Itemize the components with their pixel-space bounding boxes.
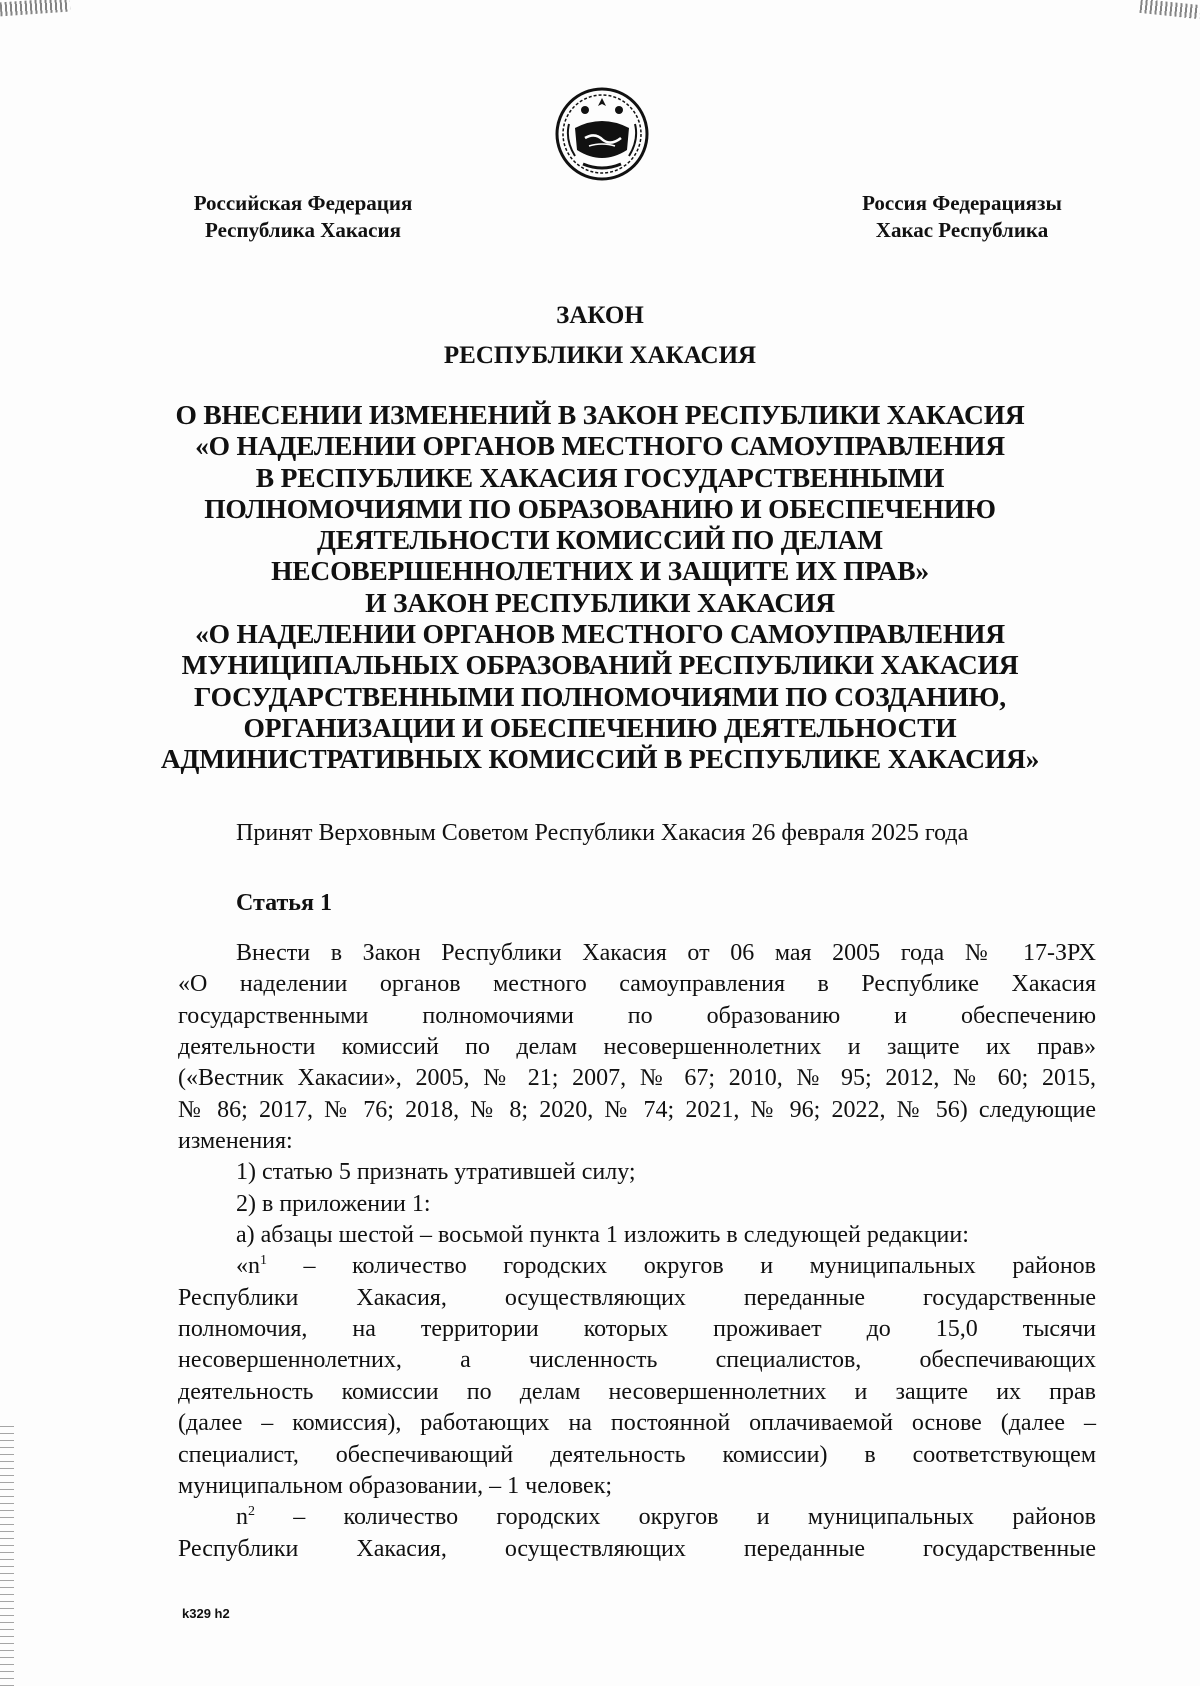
header-right-line2: Хакас Республика (875, 218, 1049, 242)
law-type (0, 296, 1200, 376)
body-line: «О наделении органов местного самоуправления в Республике Хакасия (178, 971, 1096, 998)
body-line: (далее – комиссия), работающих на постоянной оплачиваемой основе (далее – (178, 1410, 1096, 1437)
law-title-line: И ЗАКОН РЕСПУБЛИКИ ХАКАСИЯ (365, 586, 835, 618)
body-line: Республики Хакасия, осуществляющих переданные государственные (178, 1284, 1096, 1311)
law-title-line: О ВНЕСЕНИИ ИЗМЕНЕНИЙ В ЗАКОН РЕСПУБЛИКИ ХАКАСИЯ (175, 399, 1025, 430)
formula-variable: n (236, 1504, 248, 1531)
article-heading: Статья 1 (236, 890, 332, 916)
law-title-line: НЕСОВЕРШЕННОЛЕТНИХ И ЗАЩИТЕ ИХ ПРАВ» (271, 555, 929, 587)
law-title (150, 399, 1050, 775)
header-left-line1: Российская Федерация (193, 191, 413, 215)
scan-noise-left-edge (0, 1426, 14, 1686)
formula-definition: – количество городских округов и муниципальных районов (267, 1253, 1096, 1280)
body-line-formula-n1 (178, 1251, 1096, 1282)
law-title-line: В РЕСПУБЛИКЕ ХАКАСИЯ ГОСУДАРСТВЕННЫМИ (255, 461, 945, 493)
body-line: Внести в Закон Республики Хакасия от 06 мая 2005 года № 17-ЗРХ (236, 940, 1096, 966)
body-line: 1) статью 5 признать утратившей силу; (236, 1159, 636, 1186)
formula-definition: – количество городских округов и муниципальных районов (255, 1504, 1096, 1531)
body-line: муниципальном образовании, – 1 человек; (178, 1472, 613, 1499)
khakassia-coat-of-arms-icon (545, 84, 659, 184)
law-title-line: МУНИЦИПАЛЬНЫХ ОБРАЗОВАНИЙ РЕСПУБЛИКИ ХАКАСИЯ (181, 649, 1019, 681)
body-line: 2) в приложении 1: (236, 1190, 431, 1217)
body-line: специалист, обеспечивающий деятельность комиссии) в соответствующем (178, 1441, 1096, 1468)
law-title-line: ДЕЯТЕЛЬНОСТИ КОМИССИЙ ПО ДЕЛАМ (317, 524, 883, 556)
header-right-line1: Россия Федерациязы (862, 191, 1062, 215)
header-right-block (842, 190, 1082, 244)
law-type-line1: ЗАКОН (556, 302, 644, 329)
law-title-line: АДМИНИСТРАТИВНЫХ КОМИССИЙ В РЕСПУБЛИКЕ ХАКАСИЯ» (160, 743, 1040, 775)
header-left-line2: Республика Хакасия (205, 218, 401, 242)
formula-superscript: 2 (248, 1504, 255, 1520)
formula-variable: «n (236, 1253, 260, 1280)
law-title-line: ОРГАНИЗАЦИИ И ОБЕСПЕЧЕНИЮ ДЕЯТЕЛЬНОСТИ (243, 711, 957, 743)
body-line: («Вестник Хакасии», 2005, № 21; 2007, № 67; 2010, № 95; 2012, № 60; 2015, (178, 1065, 1096, 1092)
scan-noise-top-left (0, 0, 70, 16)
law-title-line: «О НАДЕЛЕНИИ ОРГАНОВ МЕСТНОГО САМОУПРАВЛЕНИЯ (195, 618, 1005, 650)
body-line-formula-n2 (178, 1502, 1096, 1533)
law-type-line2: РЕСПУБЛИКИ ХАКАСИЯ (443, 342, 757, 369)
scan-noise-top-right (1139, 0, 1200, 19)
law-title-line: «О НАДЕЛЕНИИ ОРГАНОВ МЕСТНОГО САМОУПРАВЛЕНИЯ (195, 430, 1005, 462)
law-title-line: ГОСУДАРСТВЕННЫМИ ПОЛНОМОЧИЯМИ ПО СОЗДАНИЮ, (194, 680, 1006, 712)
body-line: № 86; 2017, № 76; 2018, № 8; 2020, № 74; 2021, № 96; 2022, № 56) следующие (178, 1096, 1096, 1123)
body-line: а) абзацы шестой – восьмой пункта 1 изложить в следующей редакции: (236, 1222, 969, 1249)
body-line: деятельности комиссий по делам несовершеннолетних и защите их прав» (178, 1034, 1096, 1061)
body-line: деятельность комиссии по делам несовершеннолетних и защите их прав (178, 1378, 1096, 1405)
header-left-block (172, 190, 434, 244)
law-title-line: ПОЛНОМОЧИЯМИ ПО ОБРАЗОВАНИЮ И ОБЕСПЕЧЕНИЮ (204, 492, 996, 524)
adoption-note: Принят Верховным Советом Республики Хакасия 26 февраля 2025 года (236, 820, 969, 846)
body-line: несовершеннолетних, а численность специалистов, обеспечивающих (178, 1347, 1096, 1374)
formula-superscript: 1 (260, 1253, 267, 1269)
article-body (178, 938, 1096, 1565)
document-code: k329 h2 (182, 1606, 230, 1621)
body-line: полномочия, на территории которых проживает до 15,0 тысячи (178, 1316, 1096, 1343)
body-line: Республики Хакасия, осуществляющих переданные государственные (178, 1535, 1096, 1562)
body-line: государственными полномочиями по образованию и обеспечению (178, 1002, 1096, 1029)
body-line: изменения: (178, 1128, 293, 1155)
